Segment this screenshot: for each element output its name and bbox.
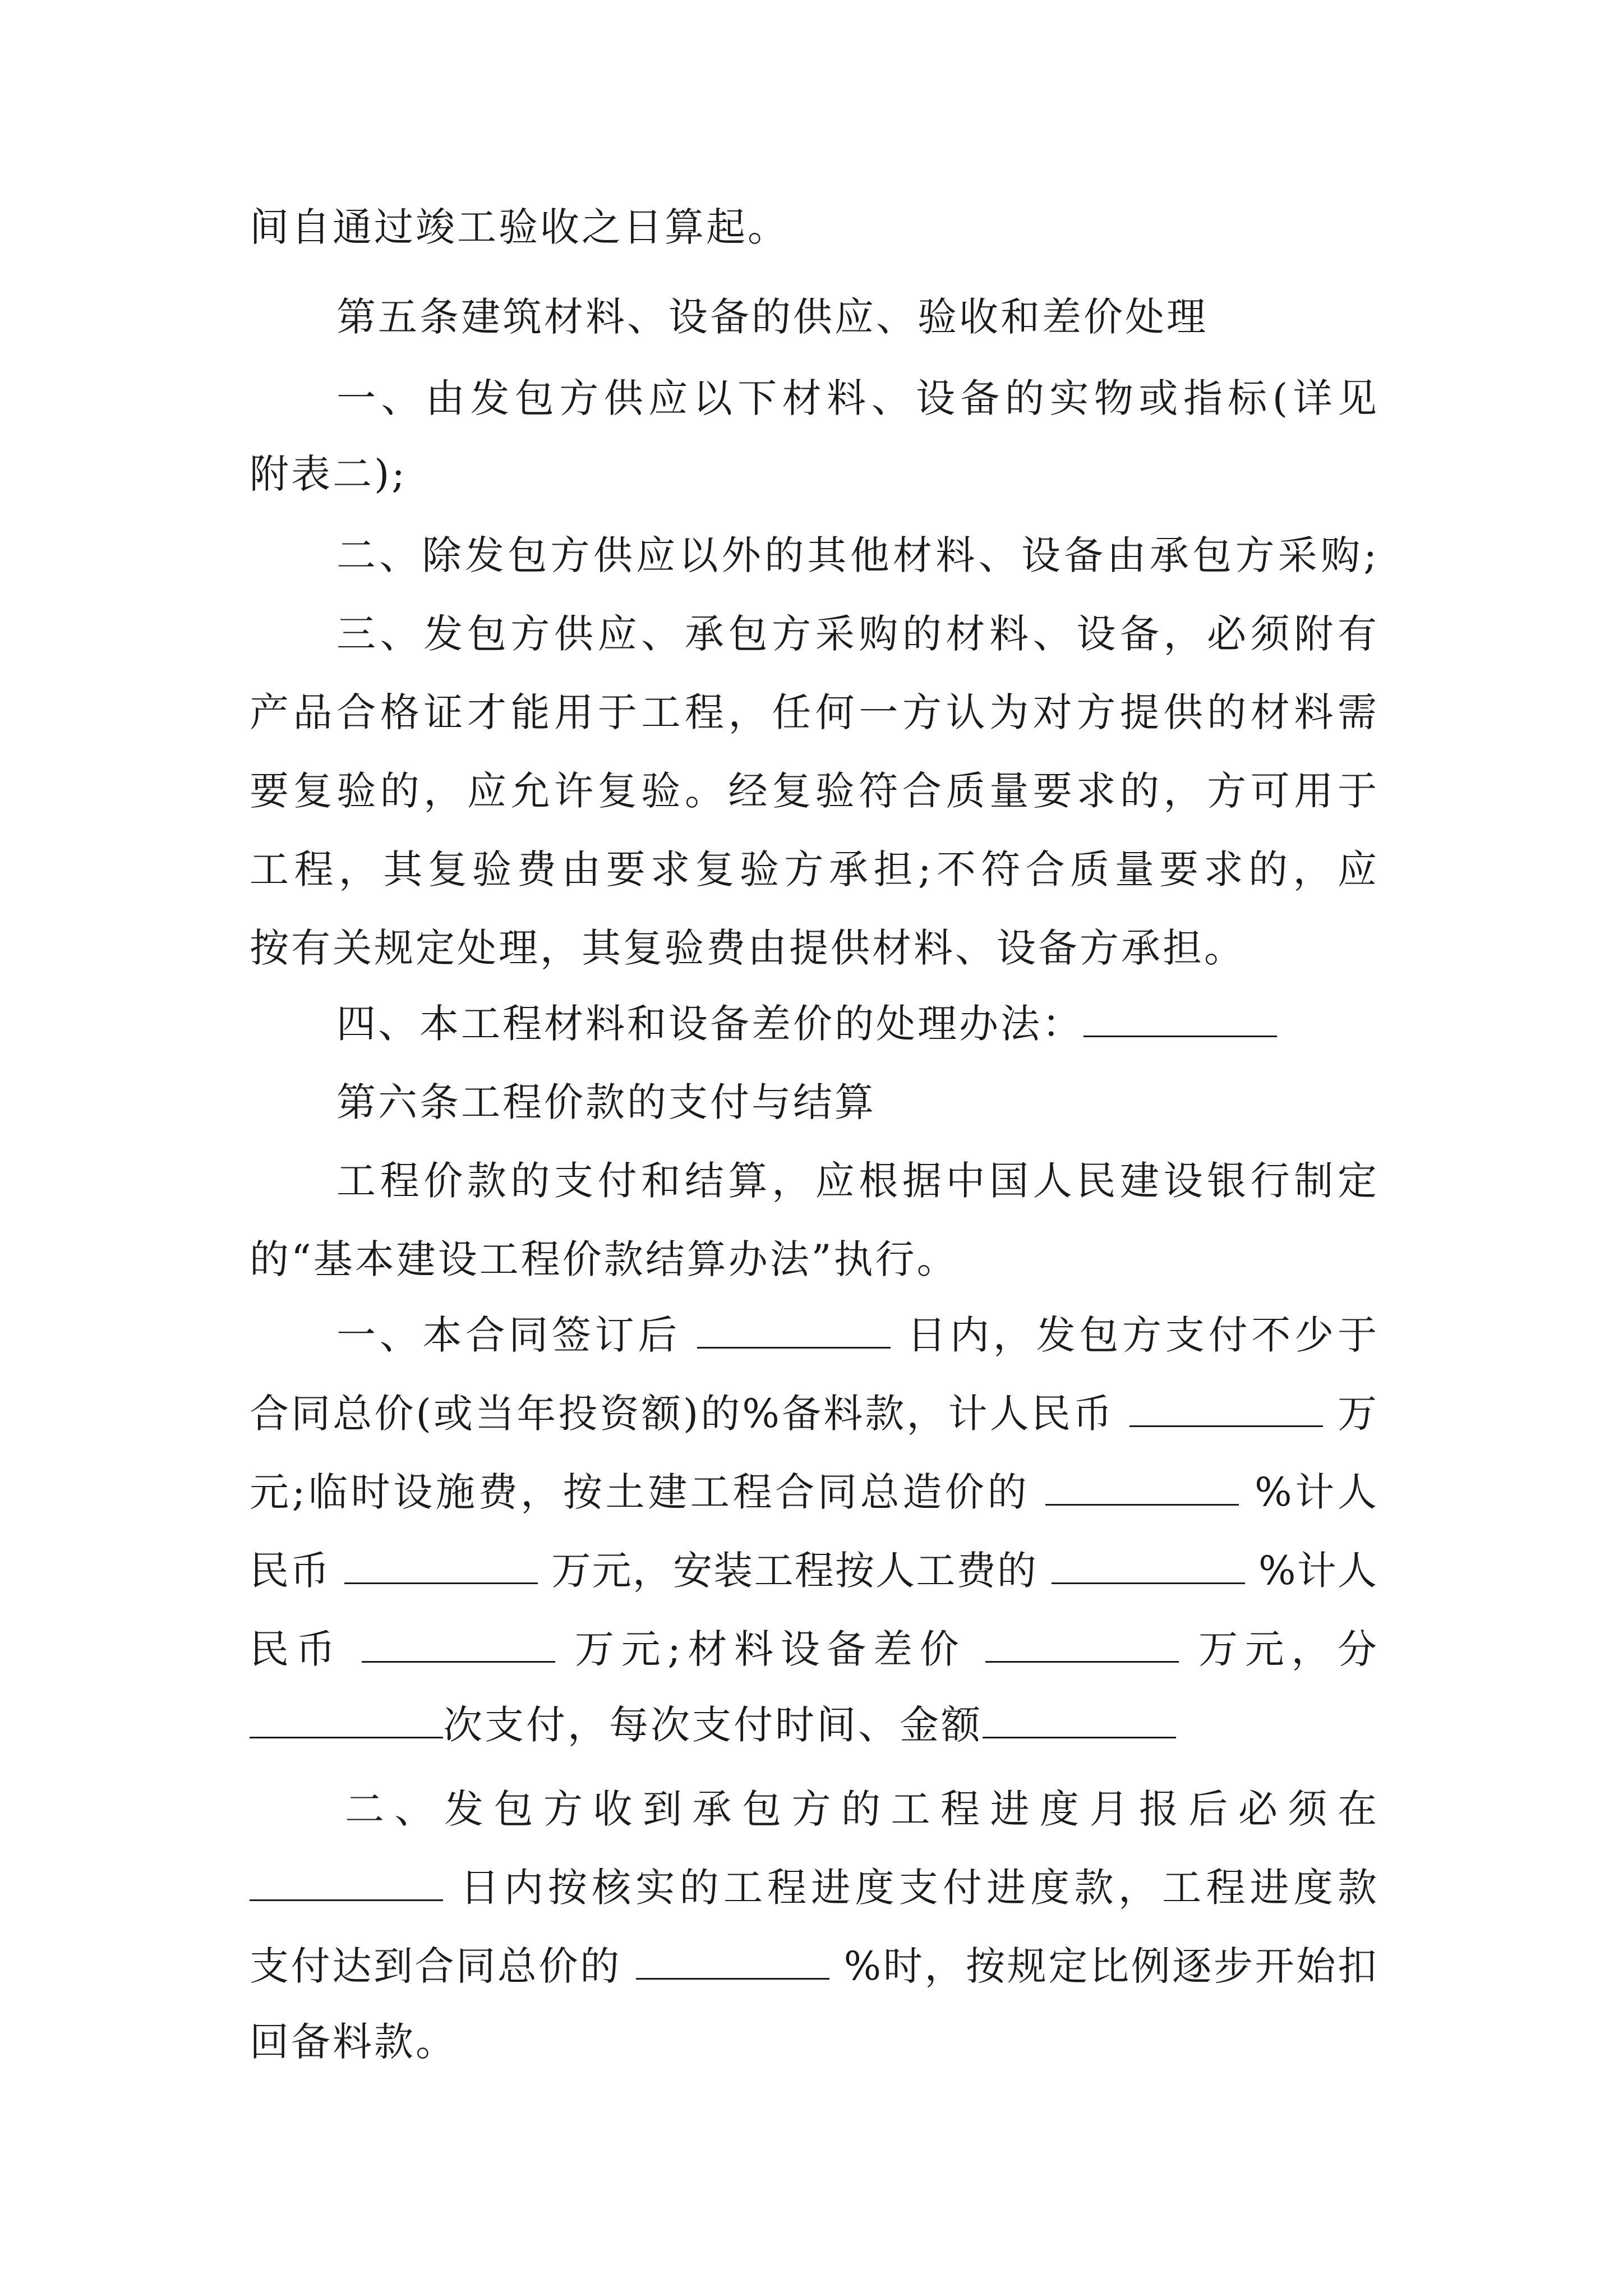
fill-in-blank xyxy=(985,1655,1179,1663)
text-span: %计人 xyxy=(1255,1469,1377,1515)
fill-in-blank xyxy=(983,1731,1176,1738)
text-line xyxy=(250,202,789,252)
text-span: 回备料款。 xyxy=(250,2019,457,2065)
text-line xyxy=(336,1156,1377,1206)
fill-in-blank xyxy=(1083,1030,1277,1037)
text-line xyxy=(250,923,1246,973)
fill-in-blank xyxy=(1129,1420,1323,1427)
text-line xyxy=(336,609,1377,659)
text-span: 日内按核实的工程进度支付进度款，工程进度款 xyxy=(460,1865,1377,1911)
section-heading xyxy=(336,292,1208,342)
text-line xyxy=(250,449,407,499)
fill-in-blank xyxy=(697,1341,891,1349)
text-span: 按有关规定处理，其复验费由提供材料、设备方承担。 xyxy=(250,925,1246,971)
text-line xyxy=(336,373,1377,424)
fill-in-blank xyxy=(250,1894,443,1901)
text-line xyxy=(250,1700,1176,1750)
text-span: 万元，分 xyxy=(1198,1626,1377,1672)
text-span: 次支付，每次支付时间、金额 xyxy=(443,1702,983,1748)
text-span: 工程价款的支付和结算，应根据中国人民建设银行制定 xyxy=(336,1158,1377,1204)
text-line xyxy=(336,999,1277,1049)
text-span: 产品合格证才能用于工程，任何一方认为对方提供的材料需 xyxy=(250,689,1377,735)
text-line xyxy=(250,1862,1377,1913)
fill-in-blank xyxy=(250,1731,443,1738)
text-span: 一、本合同签订后 xyxy=(336,1312,681,1358)
text-line xyxy=(250,1467,1377,1517)
text-line xyxy=(336,530,1377,581)
text-span: 的“基本建设工程价款结算办法”执行。 xyxy=(250,1236,958,1282)
text-span: 三、发包方供应、承包方采购的材料、设备，必须附有 xyxy=(336,611,1377,657)
fill-in-blank xyxy=(636,1972,829,1980)
text-span: 工程，其复验费由要求复验方承担;不符合质量要求的，应 xyxy=(250,846,1377,892)
text-span: 日内，发包方支付不少于 xyxy=(907,1312,1377,1358)
text-span: %时，按规定比例逐步开始扣 xyxy=(843,1943,1377,1989)
text-span: 元;临时设施费，按土建工程合同总造价的 xyxy=(250,1469,1030,1515)
text-span: 民币 xyxy=(250,1626,343,1672)
text-line xyxy=(250,1624,1377,1674)
text-span: 二、除发包方供应以外的其他材料、设备由承包方采购; xyxy=(336,532,1377,578)
text-line xyxy=(250,1545,1377,1596)
fill-in-blank xyxy=(344,1577,538,1584)
text-line xyxy=(250,1388,1377,1439)
text-span: 要复验的，应允许复验。经复验符合质量要求的，方可用于 xyxy=(250,768,1377,814)
text-span: 第六条工程价款的支付与结算 xyxy=(336,1079,876,1125)
text-span: 万元;材料设备差价 xyxy=(575,1626,966,1672)
text-span: 万元，安装工程按人工费的 xyxy=(551,1548,1038,1594)
text-span: 二、发包方收到承包方的工程进度月报后必须在 xyxy=(345,1786,1377,1832)
fill-in-blank xyxy=(1045,1498,1239,1506)
fill-in-blank xyxy=(362,1655,555,1663)
text-span: 民币 xyxy=(250,1548,331,1594)
text-line xyxy=(250,687,1377,738)
text-span: 间自通过竣工验收之日算起。 xyxy=(250,204,789,250)
text-span: 支付达到合同总价的 xyxy=(250,1943,621,1989)
text-line xyxy=(345,1784,1377,1834)
text-span: 一、由发包方供应以下材料、设备的实物或指标(详见 xyxy=(336,375,1377,421)
text-line xyxy=(250,2017,457,2067)
text-span: 四、本工程材料和设备差价的处理办法： xyxy=(336,1001,1083,1047)
text-span: %计人 xyxy=(1258,1548,1377,1594)
text-line xyxy=(250,1941,1377,1991)
fill-in-blank xyxy=(1052,1577,1245,1584)
text-span: 附表二); xyxy=(250,451,407,497)
text-span: 合同总价(或当年投资额)的%备料款，计人民币 xyxy=(250,1391,1115,1437)
text-line xyxy=(250,844,1377,895)
text-line xyxy=(250,766,1377,816)
text-line xyxy=(250,1234,958,1285)
text-span: 万 xyxy=(1337,1391,1377,1437)
section-heading xyxy=(336,1077,876,1128)
text-line xyxy=(336,1310,1377,1360)
text-span: 第五条建筑材料、设备的供应、验收和差价处理 xyxy=(336,294,1208,340)
